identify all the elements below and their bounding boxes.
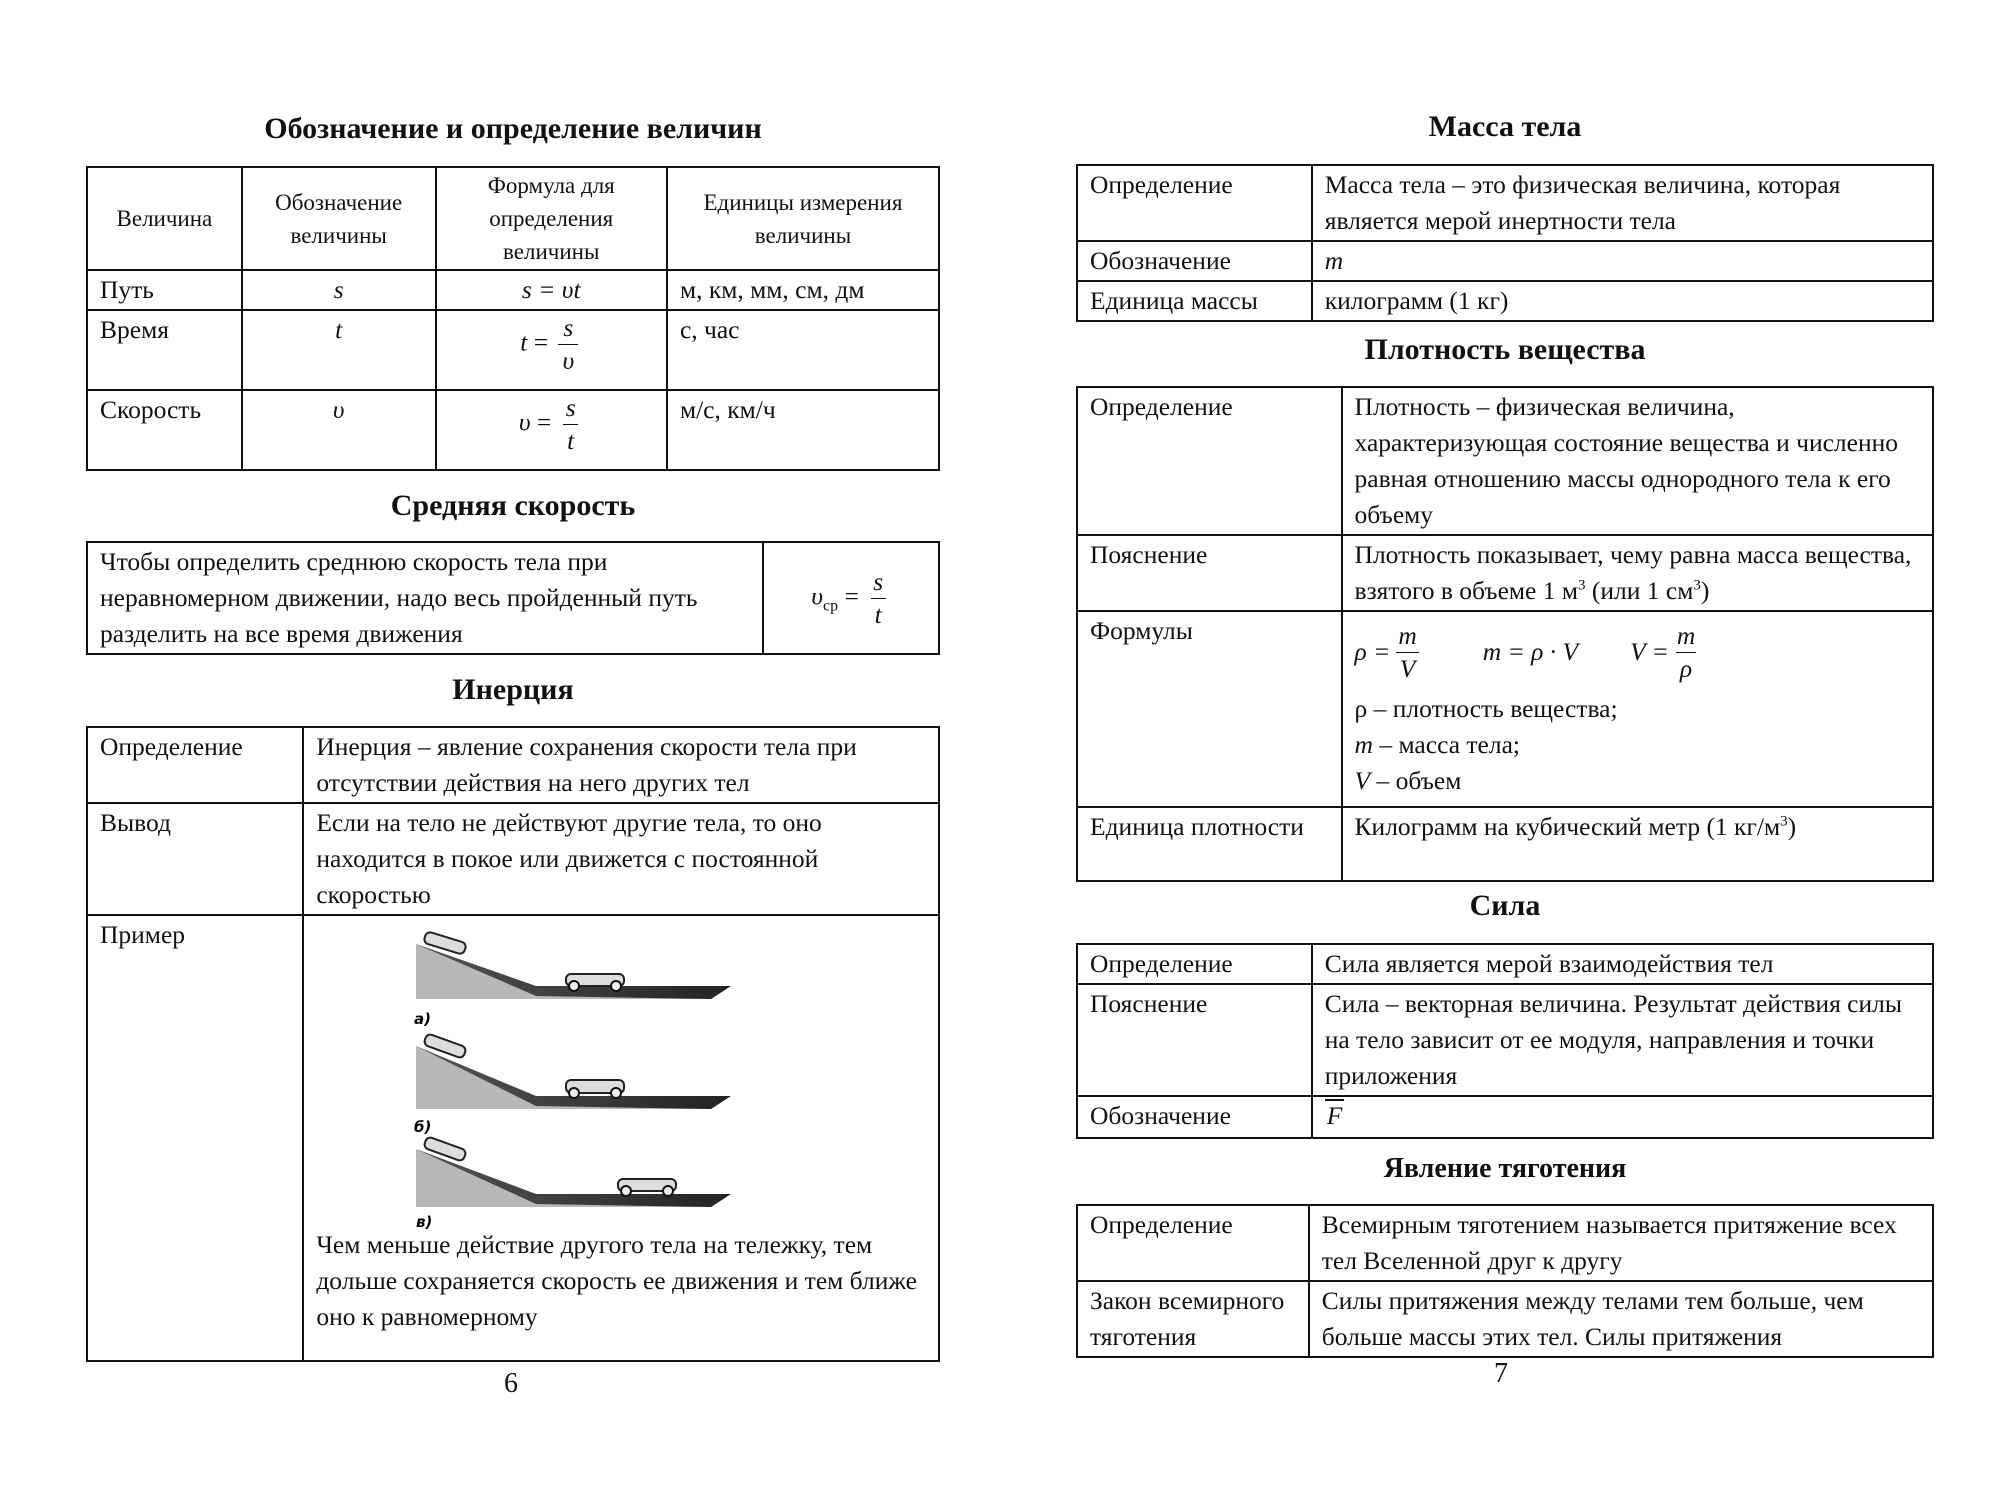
row-text: Инерция – явление сохранения скорости тела при отсутствии действия на него других тел	[303, 727, 939, 803]
fraction-denominator: υ	[558, 344, 578, 377]
row-label: Определение	[1077, 944, 1312, 984]
row-label: Формулы	[1077, 611, 1342, 807]
table-row	[1077, 1096, 1933, 1138]
formula-fraction	[869, 566, 887, 631]
exponent: 3	[1578, 577, 1586, 594]
fraction-denominator: t	[563, 424, 578, 457]
example-cell	[303, 915, 939, 1361]
row-label: Пример	[87, 915, 303, 1361]
mass-title: Масса тела	[1428, 110, 1582, 143]
quantity-units: м/с, км/ч	[667, 390, 939, 470]
table-row	[1077, 611, 1933, 807]
avg-speed-table	[86, 541, 940, 655]
fraction-numerator: s	[873, 566, 884, 596]
fraction-denominator: ρ	[1676, 652, 1696, 685]
scene-label-a: а)	[414, 1010, 432, 1028]
formula-fraction	[558, 312, 578, 377]
quantity-formula: t = $\frac{s}{\upsilon}$	[436, 310, 667, 390]
quantity-formula: υ = $\frac{s}{t}$	[436, 390, 667, 470]
density-table	[1076, 386, 1934, 882]
gravity-table	[1076, 1204, 1934, 1358]
row-text	[1342, 807, 1933, 881]
row-label: Закон всемирного тяготения	[1077, 1281, 1309, 1357]
quantities-header-row	[87, 167, 939, 270]
header-units: Единицы измерения величины	[667, 167, 939, 270]
table-row	[1077, 387, 1933, 535]
quantities-title: Обозначение и определение величин	[264, 112, 762, 145]
quantity-symbol: υ	[242, 390, 436, 470]
legend-line	[1355, 691, 1920, 727]
quantity-name: Время	[87, 310, 242, 390]
table-row	[1077, 984, 1933, 1096]
table-row	[87, 542, 939, 654]
inertia-table	[86, 726, 940, 1362]
formula-fraction	[562, 392, 580, 457]
force-table	[1076, 943, 1934, 1139]
table-row	[87, 803, 939, 915]
page-number-right: 7	[1494, 1358, 1508, 1389]
formula-fraction	[1673, 620, 1699, 685]
row-text: килограмм (1 кг)	[1312, 281, 1933, 321]
row-label: Определение	[1077, 387, 1342, 535]
density-title: Плотность вещества	[1364, 333, 1646, 366]
row-label: Единица плотности	[1077, 807, 1342, 881]
formula-mass: m = ρ · V	[1482, 637, 1579, 666]
formula-fraction	[1394, 620, 1420, 685]
gravity-title: Явление тяготения	[1383, 1153, 1627, 1184]
row-text: m	[1312, 241, 1933, 281]
row-text: Плотность – физическая величина, характеризующая состояние вещества и численно равная отношению массы однородного тела к его объему	[1342, 387, 1933, 535]
legend-symbol: ρ	[1354, 694, 1368, 723]
table-row	[87, 727, 939, 803]
table-row	[1077, 944, 1933, 984]
row-label: Пояснение	[1077, 535, 1342, 611]
row-label: Определение	[87, 727, 303, 803]
quantities-table	[86, 166, 940, 471]
fraction-numerator: m	[1398, 620, 1417, 650]
row-label: Обозначение	[1077, 1096, 1312, 1138]
row-label: Определение	[1077, 165, 1312, 241]
formula-lhs: t	[520, 327, 528, 357]
formula-subscript: ср	[822, 596, 839, 614]
legend-line	[1355, 727, 1920, 763]
quantity-name: Скорость	[87, 390, 242, 470]
inertia-scene-c	[416, 1136, 731, 1231]
inertia-figure	[316, 924, 916, 1249]
table-row	[1077, 807, 1933, 881]
legend-text: – плотность вещества;	[1367, 694, 1618, 723]
inertia-title: Инерция	[452, 673, 574, 706]
row-text	[1342, 535, 1933, 611]
row-text: Силы притяжения между телами тем больше, чем больше массы этих тел. Силы притяжения	[1309, 1281, 1933, 1357]
unit-text: Килограмм на кубический метр (1 кг/м	[1354, 812, 1781, 841]
table-row	[1077, 281, 1933, 321]
table-row	[1077, 535, 1933, 611]
exponent: 3	[1693, 577, 1701, 594]
header-quantity: Величина	[87, 167, 242, 270]
formula-lhs: V =	[1630, 637, 1669, 666]
formula-lhs: υ	[518, 407, 531, 437]
exponent: 3	[1780, 813, 1788, 830]
force-title: Сила	[1469, 889, 1541, 922]
right-page	[1000, 0, 2000, 1500]
avg-speed-formula: $\upsilon_{ср}$ = $\frac{s}{t}$	[763, 542, 939, 654]
explanation-text: Плотность показывает, чему равна масса вещества, взятого в объеме 1 м	[1354, 540, 1912, 605]
row-text: Сила – векторная величина. Результат действия силы на тело зависит от ее модуля, направления и точки приложения	[1312, 984, 1933, 1096]
quantity-units: м, км, мм, см, дм	[667, 270, 939, 310]
row-text: Масса тела – это физическая величина, которая является мерой инертности тела	[1312, 165, 1933, 241]
unit-text: )	[1787, 812, 1797, 841]
legend-line	[1355, 763, 1920, 799]
avg-speed-text: Чтобы определить среднюю скорость тела при неравномерном движении, надо весь пройденный путь разделить на все время движения	[87, 542, 763, 654]
fraction-numerator: m	[1676, 620, 1696, 650]
avg-speed-title: Средняя скорость	[390, 489, 636, 522]
page-number-left: 6	[504, 1368, 518, 1399]
quantity-symbol: t	[242, 310, 436, 390]
fraction-numerator: s	[565, 393, 576, 422]
fraction-denominator: t	[871, 598, 886, 631]
quantity-formula: s = υt	[436, 270, 667, 310]
example-text: Чем меньше действие другого тела на тележку, тем дольше сохраняется скорость ее движения и тем ближе оно к равномерному	[316, 1230, 917, 1331]
table-row	[87, 270, 939, 310]
formulas-cell	[1342, 611, 1933, 807]
fraction-denominator: V	[1396, 652, 1420, 685]
row-label: Единица массы	[1077, 281, 1312, 321]
row-label: Определение	[1077, 1205, 1309, 1281]
mass-table	[1076, 164, 1934, 322]
header-formula: Формула для определения величины	[436, 167, 667, 270]
explanation-text: )	[1700, 576, 1710, 605]
row-text: Всемирным тяготением называется притяжение всех тел Вселенной друг к другу	[1309, 1205, 1933, 1281]
row-label: Пояснение	[1077, 984, 1312, 1096]
table-row	[1077, 241, 1933, 281]
row-text: Сила является мерой взаимодействия тел	[1312, 944, 1933, 984]
table-row	[1077, 1205, 1933, 1281]
legend-text: – масса тела;	[1372, 730, 1520, 759]
scene-label-b: б)	[414, 1118, 432, 1136]
explanation-text: (или 1 см	[1585, 576, 1694, 605]
table-row	[87, 310, 939, 390]
formula-lhs: υ	[811, 580, 823, 610]
row-text	[1312, 1096, 1933, 1138]
scene-label-c: в)	[416, 1213, 433, 1231]
quantity-symbol: s	[242, 270, 436, 310]
quantity-name: Путь	[87, 270, 242, 310]
table-row	[87, 390, 939, 470]
fraction-numerator: s	[563, 313, 574, 342]
force-symbol: F	[1326, 1101, 1343, 1130]
table-row	[87, 915, 939, 1361]
legend-symbol: m	[1354, 730, 1373, 759]
table-row	[1077, 165, 1933, 241]
row-label: Обозначение	[1077, 241, 1312, 281]
row-label: Вывод	[87, 803, 303, 915]
header-symbol: Обозначение величины	[242, 167, 436, 270]
table-row	[1077, 1281, 1933, 1357]
inertia-scene-a	[414, 931, 731, 1028]
legend-text: – объем	[1370, 766, 1462, 795]
inertia-scene-b	[414, 1033, 731, 1136]
formula-line	[1355, 613, 1920, 691]
quantity-units: с, час	[667, 310, 939, 390]
legend-symbol: V	[1354, 766, 1371, 795]
formula-lhs: ρ =	[1354, 637, 1391, 666]
row-text: Если на тело не действуют другие тела, то оно находится в покое или движется с постоянной скоростью	[303, 803, 939, 915]
